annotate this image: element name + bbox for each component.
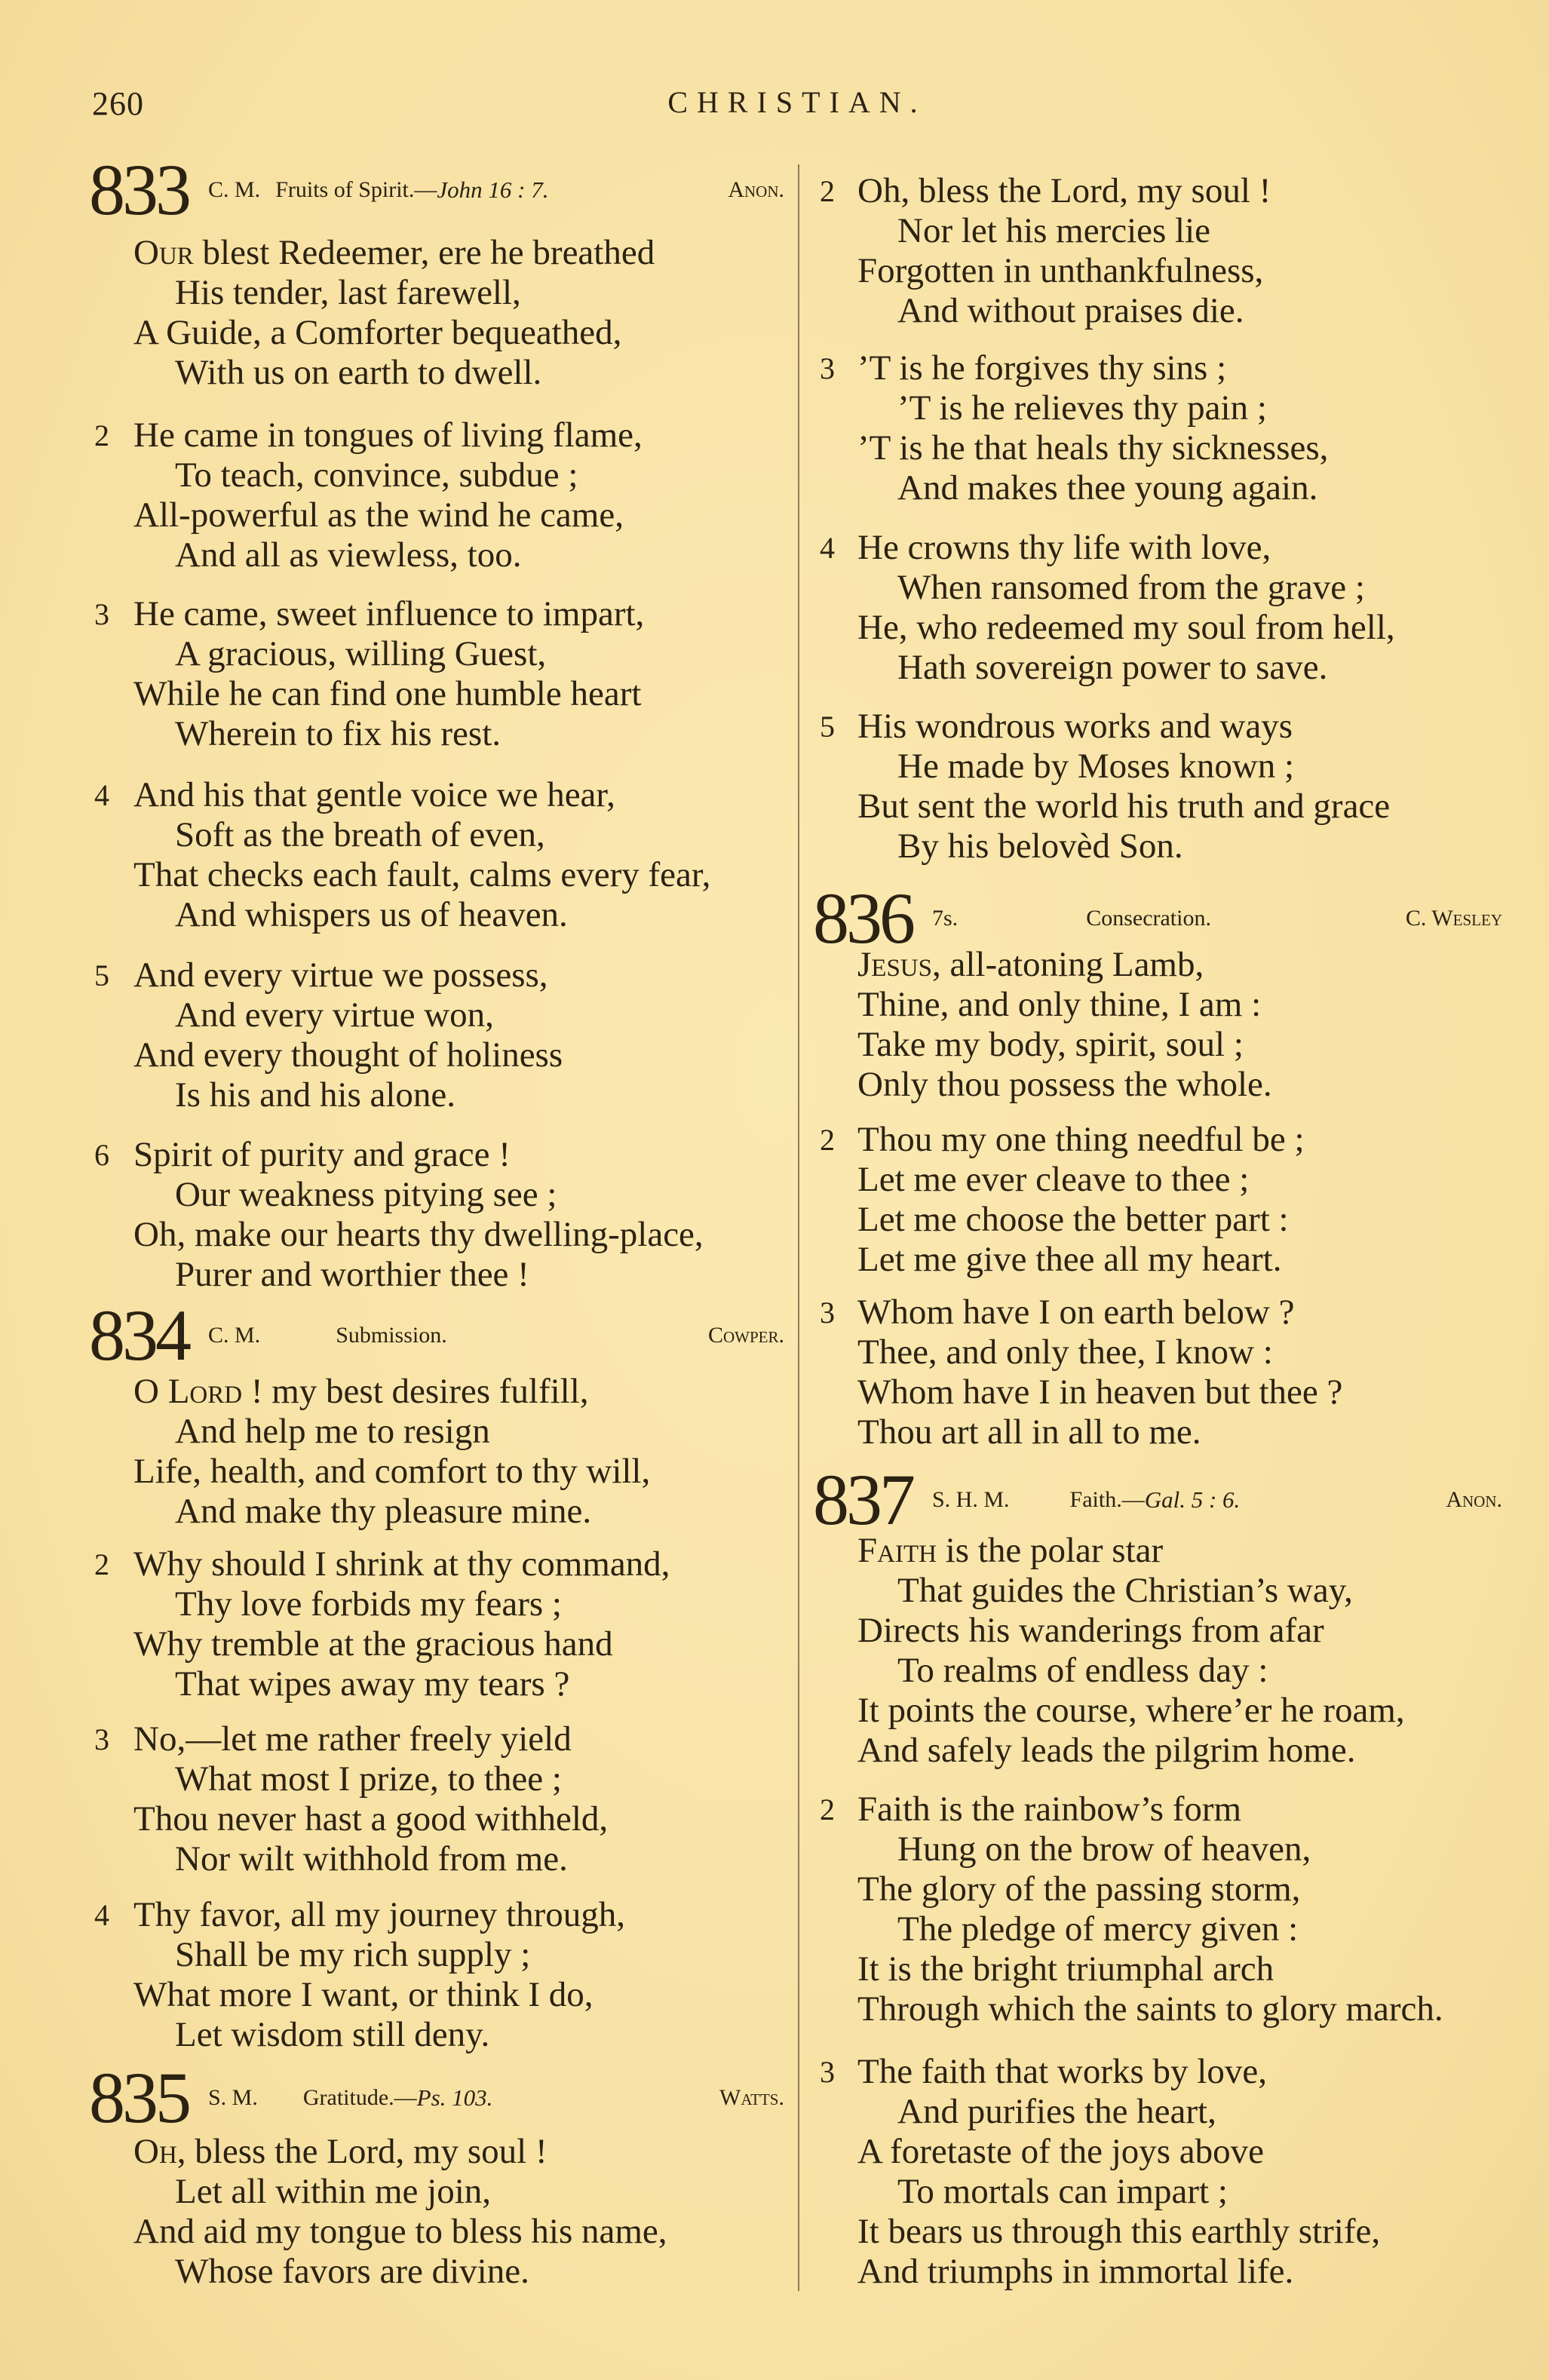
verse-text: Oh, bless the Lord, my soul ! — [857, 171, 1271, 210]
verse-text: He made by Moses known ; — [897, 747, 1295, 786]
verse-text: Only thou possess the whole. — [857, 1065, 1272, 1104]
verse-text: A foretaste of the joys above — [857, 2132, 1265, 2171]
verse-text: His wondrous works and ways — [857, 707, 1293, 746]
verse-line — [857, 1333, 1273, 1372]
verse-line — [857, 985, 1261, 1025]
verse-text: To teach, convince, subdue ; — [175, 455, 578, 495]
verse-text: No,—let me rather freely yield — [133, 1719, 572, 1759]
verse-text: But sent the world his truth and grace — [857, 787, 1391, 826]
verse-line — [133, 2212, 667, 2252]
verse-line — [133, 1624, 613, 1664]
verse-line — [175, 815, 545, 855]
verse-text: With us on earth to dwell. — [175, 353, 542, 392]
hymn-meter: 7s. — [932, 906, 959, 931]
stanza-number: 3 — [94, 1722, 109, 1756]
verse-text: It points the course, where’er he roam, — [857, 1691, 1405, 1730]
verse-line — [175, 634, 546, 674]
verse-text: Take my body, spirit, soul ; — [857, 1025, 1244, 1064]
page-number: 260 — [92, 85, 144, 122]
verse-text: ’T is he forgives thy sins ; — [857, 348, 1227, 388]
verse-text: He, who redeemed my soul from hell, — [857, 608, 1395, 647]
hymn-meter: C. M. — [208, 177, 261, 202]
verse-line — [857, 608, 1395, 648]
verse-line — [175, 1075, 455, 1115]
verse-text: Shall be my rich supply ; — [175, 1935, 531, 1974]
verse-line — [897, 827, 1183, 866]
verse-line — [175, 1935, 530, 1975]
verse-lead-word: Jesus — [857, 945, 932, 984]
verse-line — [175, 1584, 562, 1624]
verse-line — [857, 1869, 1300, 1909]
verse-text: blest Redeemer, ere he breathed — [193, 233, 655, 272]
stanza-number: 2 — [820, 1793, 835, 1826]
hymn-header — [89, 2057, 784, 2138]
verse-text: Thou my one thing needful be ; — [857, 1120, 1305, 1159]
verse-text: And makes thee young again. — [897, 468, 1318, 508]
verse-lead-word: Oh — [133, 2132, 177, 2171]
verse-text: And aid my tongue to bless his name, — [133, 2212, 667, 2251]
verse-line — [175, 2172, 491, 2212]
verse-text: What more I want, or think I do, — [133, 1975, 594, 2014]
verse-text: He came in tongues of living flame, — [133, 416, 643, 455]
hymn-title: Consecration. — [1086, 906, 1211, 931]
hymn-meter: S. H. M. — [932, 1487, 1010, 1512]
verse-line — [175, 714, 501, 754]
verse-text: While he can find one humble heart — [133, 674, 642, 713]
verse-line — [175, 1492, 591, 1532]
verse-line — [133, 775, 615, 815]
verse-line — [133, 1452, 650, 1492]
verse-line — [857, 2252, 1293, 2292]
verse-text: Spirit of purity and grace ! — [133, 1135, 511, 1174]
verse-line — [133, 674, 641, 714]
verse-line — [857, 945, 1204, 985]
verse-line — [857, 1989, 1443, 2029]
verse-line — [133, 955, 548, 995]
verse-line — [857, 1160, 1249, 1200]
verse-line — [857, 2132, 1264, 2172]
verse-line — [857, 1065, 1272, 1105]
verse-text: And every thought of holiness — [133, 1035, 563, 1075]
verse-lead-word: O Lord — [133, 1372, 243, 1411]
verse-line — [857, 787, 1390, 827]
verse-text: The faith that works by love, — [857, 2052, 1267, 2091]
verse-line — [857, 707, 1293, 747]
verse-text: Thou art all in all to me. — [857, 1412, 1201, 1452]
verse-line — [133, 233, 655, 273]
verse-text: That wipes away my tears ? — [175, 1664, 570, 1704]
verse-text: His tender, last farewell, — [175, 273, 521, 312]
verse-text: Hung on the brow of heaven, — [897, 1829, 1311, 1869]
verse-text: A gracious, willing Guest, — [175, 634, 547, 673]
verse-line — [175, 1175, 557, 1215]
verse-line — [897, 291, 1244, 331]
verse-text: The pledge of mercy given : — [897, 1909, 1299, 1949]
hymn-author: Watts. — [719, 2085, 784, 2110]
verse-text: Thy love forbids my fears ; — [175, 1584, 562, 1624]
verse-line — [133, 1975, 594, 2015]
stanza-number: 5 — [820, 710, 835, 744]
verse-text: A Guide, a Comforter bequeathed, — [133, 313, 622, 352]
verse-line — [897, 2092, 1216, 2132]
verse-text: Let me choose the better part : — [857, 1200, 1289, 1239]
verse-line — [857, 1611, 1324, 1651]
verse-line — [133, 313, 621, 353]
stanza-number: 2 — [820, 1123, 835, 1157]
verse-text: ’T is he relieves thy pain ; — [897, 388, 1267, 428]
verse-line — [133, 1544, 670, 1584]
verse-line — [857, 1293, 1294, 1333]
verse-text: All-powerful as the wind he came, — [133, 495, 624, 535]
stanza-number: 4 — [94, 1898, 109, 1932]
verse-text: When ransomed from the grave ; — [897, 568, 1365, 607]
verse-line — [175, 995, 494, 1035]
verse-line — [175, 353, 541, 393]
hymn-number: 834 — [89, 1295, 189, 1376]
verse-text: Let me give thee all my heart. — [857, 1240, 1282, 1279]
verse-line — [857, 1949, 1274, 1989]
hymn-header — [89, 1295, 784, 1376]
verse-text: Let all within me join, — [175, 2172, 492, 2211]
verse-line — [857, 1240, 1281, 1280]
verse-line — [857, 1412, 1201, 1452]
stanza-number: 2 — [94, 419, 109, 452]
verse-line — [897, 388, 1267, 428]
stanza-number: 3 — [94, 597, 109, 631]
verse-line — [175, 1664, 569, 1704]
hymn-author: Anon. — [728, 177, 784, 202]
column-divider — [798, 164, 799, 2291]
verse-line — [897, 1829, 1311, 1869]
hymn-number: 835 — [89, 2057, 189, 2138]
hymn-author: C. Wesley — [1405, 906, 1502, 931]
verse-text: And every virtue won, — [175, 995, 494, 1035]
verse-line — [133, 495, 624, 535]
verse-text: Why should I shrink at thy command, — [133, 1544, 670, 1584]
stanza-number: 4 — [820, 531, 835, 565]
verse-text: Soft as the breath of even, — [175, 815, 545, 854]
stanza-number: 4 — [94, 778, 109, 812]
stanza-number: 5 — [94, 958, 109, 992]
verse-text: And make thy pleasure mine. — [175, 1492, 592, 1531]
verse-line — [175, 455, 578, 495]
verse-line — [133, 1895, 625, 1935]
hymn-author: Cowper. — [707, 1323, 784, 1348]
verse-line — [857, 1790, 1241, 1829]
verse-text: Thou never hast a good withheld, — [133, 1799, 609, 1839]
verse-line — [857, 171, 1271, 211]
verse-text: Wherein to fix his rest. — [175, 714, 502, 753]
verse-text: And safely leads the pilgrim home. — [857, 1731, 1356, 1770]
verse-line — [133, 1135, 511, 1175]
verse-text: The glory of the passing storm, — [857, 1869, 1301, 1909]
verse-line — [857, 428, 1328, 468]
verse-line — [175, 535, 522, 575]
verse-text: Is his and his alone. — [175, 1075, 456, 1115]
verse-line — [133, 1215, 704, 1255]
verse-text: Oh, make our hearts thy dwelling-place, — [133, 1215, 704, 1254]
verse-text: To realms of endless day : — [897, 1651, 1268, 1690]
verse-line — [857, 2212, 1380, 2252]
verse-line — [857, 1731, 1355, 1771]
verse-text: , bless the Lord, my soul ! — [176, 2132, 548, 2171]
scripture-reference: Gal. 5 : 6. — [1144, 1486, 1241, 1513]
verse-text: And his that gentle voice we hear, — [133, 775, 615, 814]
verse-text: That checks each fault, calms every fear, — [133, 855, 711, 894]
hymn-title: Fruits of Spirit.— — [275, 177, 437, 202]
verse-line — [857, 1691, 1405, 1731]
verse-line — [133, 594, 644, 634]
hymn-title: Gratitude.— — [302, 2085, 417, 2110]
verse-line — [175, 2015, 489, 2055]
verse-line — [133, 1799, 608, 1839]
verse-line — [133, 416, 643, 455]
verse-text: is the polar star — [936, 1531, 1164, 1570]
verse-text: He crowns thy life with love, — [857, 528, 1271, 567]
verse-text: And all as viewless, too. — [175, 535, 522, 575]
verse-text: Whom have I in heaven but thee ? — [857, 1372, 1343, 1412]
hymn-title: Submission. — [336, 1323, 447, 1348]
verse-text: And without praises die. — [897, 291, 1244, 330]
verse-line — [857, 1372, 1342, 1412]
verse-text: Forgotten in unthankfulness, — [857, 251, 1264, 290]
hymn-header — [89, 149, 784, 230]
verse-text: Whose favors are divine. — [175, 2252, 529, 2291]
verse-text: To mortals can impart ; — [897, 2172, 1228, 2211]
verse-text: And every virtue we possess, — [133, 955, 548, 995]
verse-text: That guides the Christian’s way, — [897, 1571, 1353, 1610]
verse-line — [133, 1719, 572, 1759]
verse-line — [133, 2132, 548, 2172]
stanza-number: 3 — [820, 1296, 835, 1330]
verse-text: ’T is he that heals thy sicknesses, — [857, 428, 1329, 468]
hymn-author: Anon. — [1446, 1487, 1502, 1512]
verse-text: And triumphs in immortal life. — [857, 2252, 1294, 2291]
stanza-number: 3 — [820, 351, 835, 385]
scripture-reference: Ps. 103. — [416, 2084, 493, 2111]
verse-line — [857, 528, 1271, 568]
verse-text: And whispers us of heaven. — [175, 895, 568, 934]
verse-text: Let me ever cleave to thee ; — [857, 1160, 1250, 1199]
verse-line — [175, 1255, 529, 1295]
verse-text: And purifies the heart, — [897, 2092, 1216, 2131]
verse-line — [133, 1035, 563, 1075]
verse-text: ! my best desires fulfill, — [242, 1372, 589, 1411]
verse-text: It bears us through this earthly strife, — [857, 2212, 1381, 2251]
verse-line — [857, 1025, 1244, 1065]
verse-text: , all-atoning Lamb, — [932, 945, 1204, 984]
verse-text: Why tremble at the gracious hand — [133, 1624, 613, 1664]
verse-text: Hath sovereign power to save. — [897, 648, 1328, 687]
verse-text: He came, sweet influence to impart, — [133, 594, 645, 633]
verse-text: Nor let his mercies lie — [897, 211, 1211, 250]
hymn-number: 833 — [89, 149, 189, 230]
verse-text: Thy favor, all my journey through, — [133, 1895, 626, 1934]
verse-line — [175, 1839, 568, 1879]
scripture-reference: John 16 : 7. — [437, 176, 549, 203]
verse-text: Thee, and only thee, I know : — [857, 1333, 1273, 1372]
verse-text: Nor wilt withhold from me. — [175, 1839, 568, 1879]
verse-line — [857, 1200, 1289, 1240]
verse-text: And help me to resign — [175, 1412, 490, 1451]
verse-line — [175, 1412, 490, 1452]
verse-line — [897, 2172, 1228, 2212]
verse-line — [857, 251, 1263, 291]
verse-line — [133, 1372, 589, 1412]
verse-text: Faith is the rainbow’s form — [857, 1790, 1242, 1829]
verse-line — [897, 211, 1210, 251]
stanza-number: 2 — [820, 174, 835, 208]
verse-text: Directs his wanderings from afar — [857, 1611, 1324, 1650]
hymn-title: Faith.— — [1069, 1487, 1145, 1512]
verse-text: Let wisdom still deny. — [175, 2015, 490, 2054]
verse-line — [897, 1571, 1353, 1611]
verse-lead-word: Faith — [857, 1531, 937, 1570]
verse-text: Our weakness pitying see ; — [175, 1175, 557, 1214]
running-head: CHRISTIAN. — [667, 85, 927, 119]
hymn-meter: S. M. — [208, 2085, 258, 2110]
stanza-number: 2 — [94, 1547, 109, 1581]
hymn-number: 836 — [813, 878, 913, 958]
hymn-header — [813, 1459, 1502, 1540]
verse-text: Whom have I on earth below ? — [857, 1293, 1295, 1332]
verse-line — [175, 1759, 562, 1799]
verse-text: What most I prize, to thee ; — [175, 1759, 562, 1799]
verse-line — [897, 1651, 1268, 1691]
verse-line — [133, 855, 710, 895]
verse-line — [175, 2252, 529, 2292]
verse-line — [857, 2052, 1267, 2092]
verse-line — [897, 648, 1327, 688]
verse-text: Through which the saints to glory march. — [857, 1989, 1443, 2029]
verse-text: By his belovèd Son. — [897, 827, 1183, 866]
verse-text: Life, health, and comfort to thy will, — [133, 1452, 651, 1491]
stanza-number: 3 — [820, 2055, 835, 2089]
verse-line — [175, 273, 521, 313]
verse-line — [175, 895, 568, 935]
verse-line — [897, 468, 1317, 508]
verse-lead-word: Our — [133, 233, 194, 272]
verse-text: It is the bright triumphal arch — [857, 1949, 1274, 1989]
verse-line — [897, 747, 1294, 787]
stanza-number: 6 — [94, 1138, 109, 1172]
hymn-meter: C. M. — [208, 1323, 261, 1348]
verse-line — [857, 1531, 1163, 1571]
verse-line — [857, 348, 1226, 388]
verse-line — [897, 568, 1365, 608]
verse-text: Thine, and only thine, I am : — [857, 985, 1262, 1024]
verse-line — [897, 1909, 1298, 1949]
hymn-number: 837 — [813, 1459, 913, 1540]
verse-text: Purer and worthier thee ! — [175, 1255, 529, 1294]
verse-line — [857, 1120, 1305, 1160]
